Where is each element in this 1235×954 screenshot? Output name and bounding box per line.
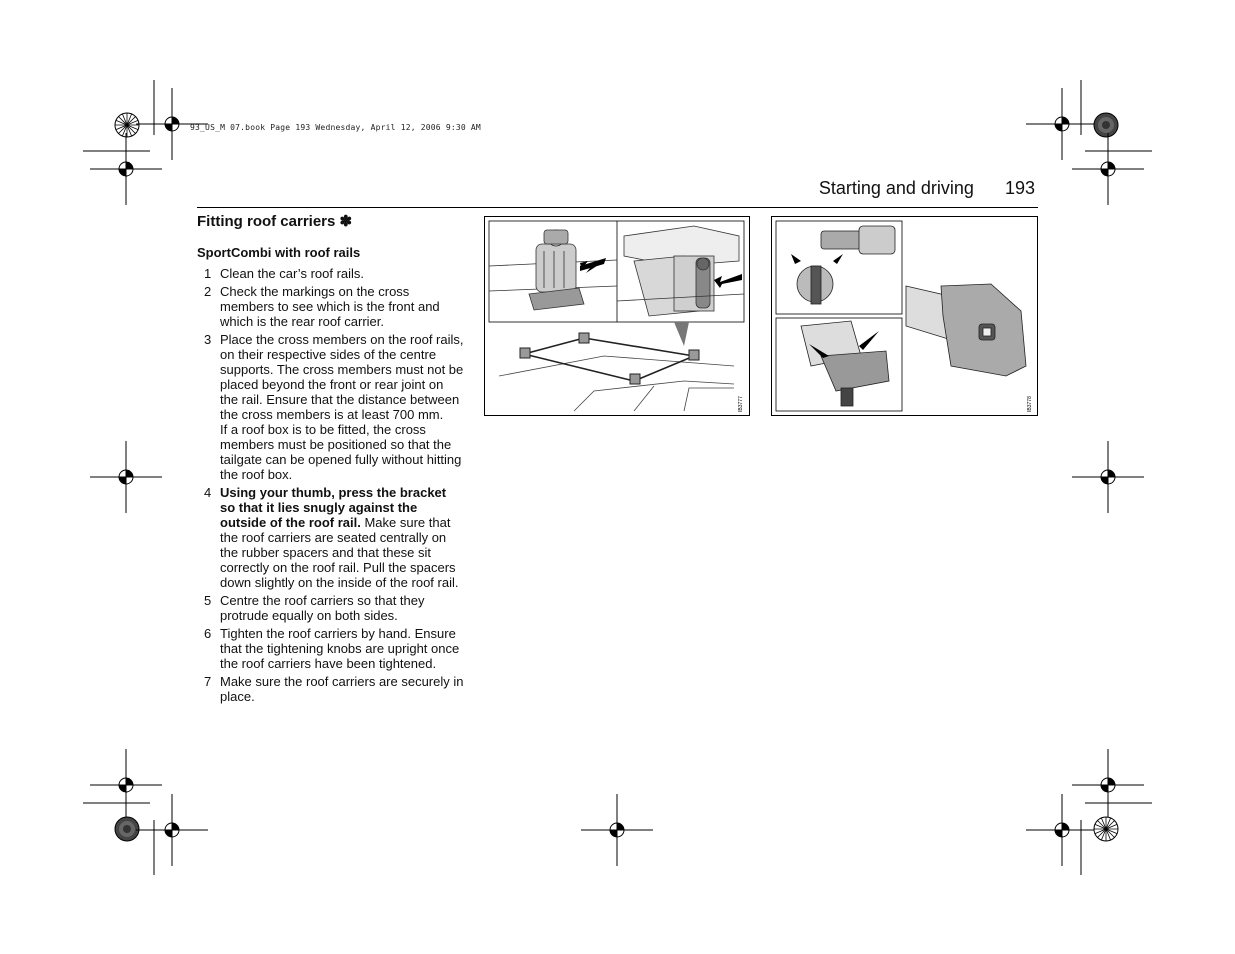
step-number: 2 (204, 284, 212, 299)
section-title (197, 212, 352, 230)
step-number: 6 (204, 626, 212, 641)
step-number: 3 (204, 332, 212, 347)
step-number: 1 (204, 266, 212, 281)
section-subtitle: SportCombi with roof rails (197, 245, 361, 260)
figure-roof-carrier-fitting (484, 216, 750, 416)
step-emphasis: Using your thumb, press the bracket so that it lies snugly against the outside of the roof rail. (220, 485, 447, 530)
figure-code: IB3777 (738, 396, 744, 412)
step-number: 5 (204, 593, 212, 608)
print-info: 93_US_M 07.book Page 193 Wednesday, April 12, 2006 9:30 AM (190, 123, 481, 132)
header-rule (197, 207, 1038, 208)
option-symbol-icon: ✽ (339, 213, 353, 230)
step-5 (202, 593, 464, 623)
step-6 (202, 626, 464, 671)
step-text: Place the cross members on the roof rails, on their respective sides of the centre supports. The cross members must not be placed beyond the front or rear joint on the rail. Ensure that the distance between the cross members is at least 700 mm. (220, 332, 464, 422)
step-number: 7 (204, 674, 212, 689)
running-head (819, 178, 1035, 199)
step-text: Make sure the roof carriers are securely in place. (220, 674, 464, 704)
step-text: Centre the roof carriers so that they protrude equally on both sides. (220, 593, 425, 623)
step-text: Tighten the roof carriers by hand. Ensure that the tightening knobs are upright once the roof carriers have been tightened. (220, 626, 460, 671)
figure-code: IB3778 (1027, 396, 1033, 412)
section-title-text: Fitting roof carriers (197, 213, 336, 230)
step-text: Clean the car’s roof rails. (220, 266, 365, 281)
step-4 (202, 485, 464, 590)
step-1 (202, 266, 464, 281)
step-text: Check the markings on the cross members to see which is the front and which is the rear roof carrier. (220, 284, 440, 329)
figure-lock-cover (771, 216, 1038, 416)
page-number: 193 (1004, 178, 1035, 198)
step-3 (202, 332, 464, 482)
step-2 (202, 284, 464, 329)
chapter-title: Starting and driving (818, 178, 974, 198)
step-note: If a roof box is to be fitted, the cross members must be positioned so that the tailgate can be opened fully without hitting the roof box. (220, 422, 462, 482)
step-list (202, 266, 464, 707)
step-text: Make sure that the roof carriers are seated centrally on the rubber spacers and that these sit correctly on the roof rail. Pull the spacers down slightly on the inside of the roof rail. (220, 515, 459, 590)
step-number: 4 (204, 485, 212, 500)
step-7 (202, 674, 464, 704)
